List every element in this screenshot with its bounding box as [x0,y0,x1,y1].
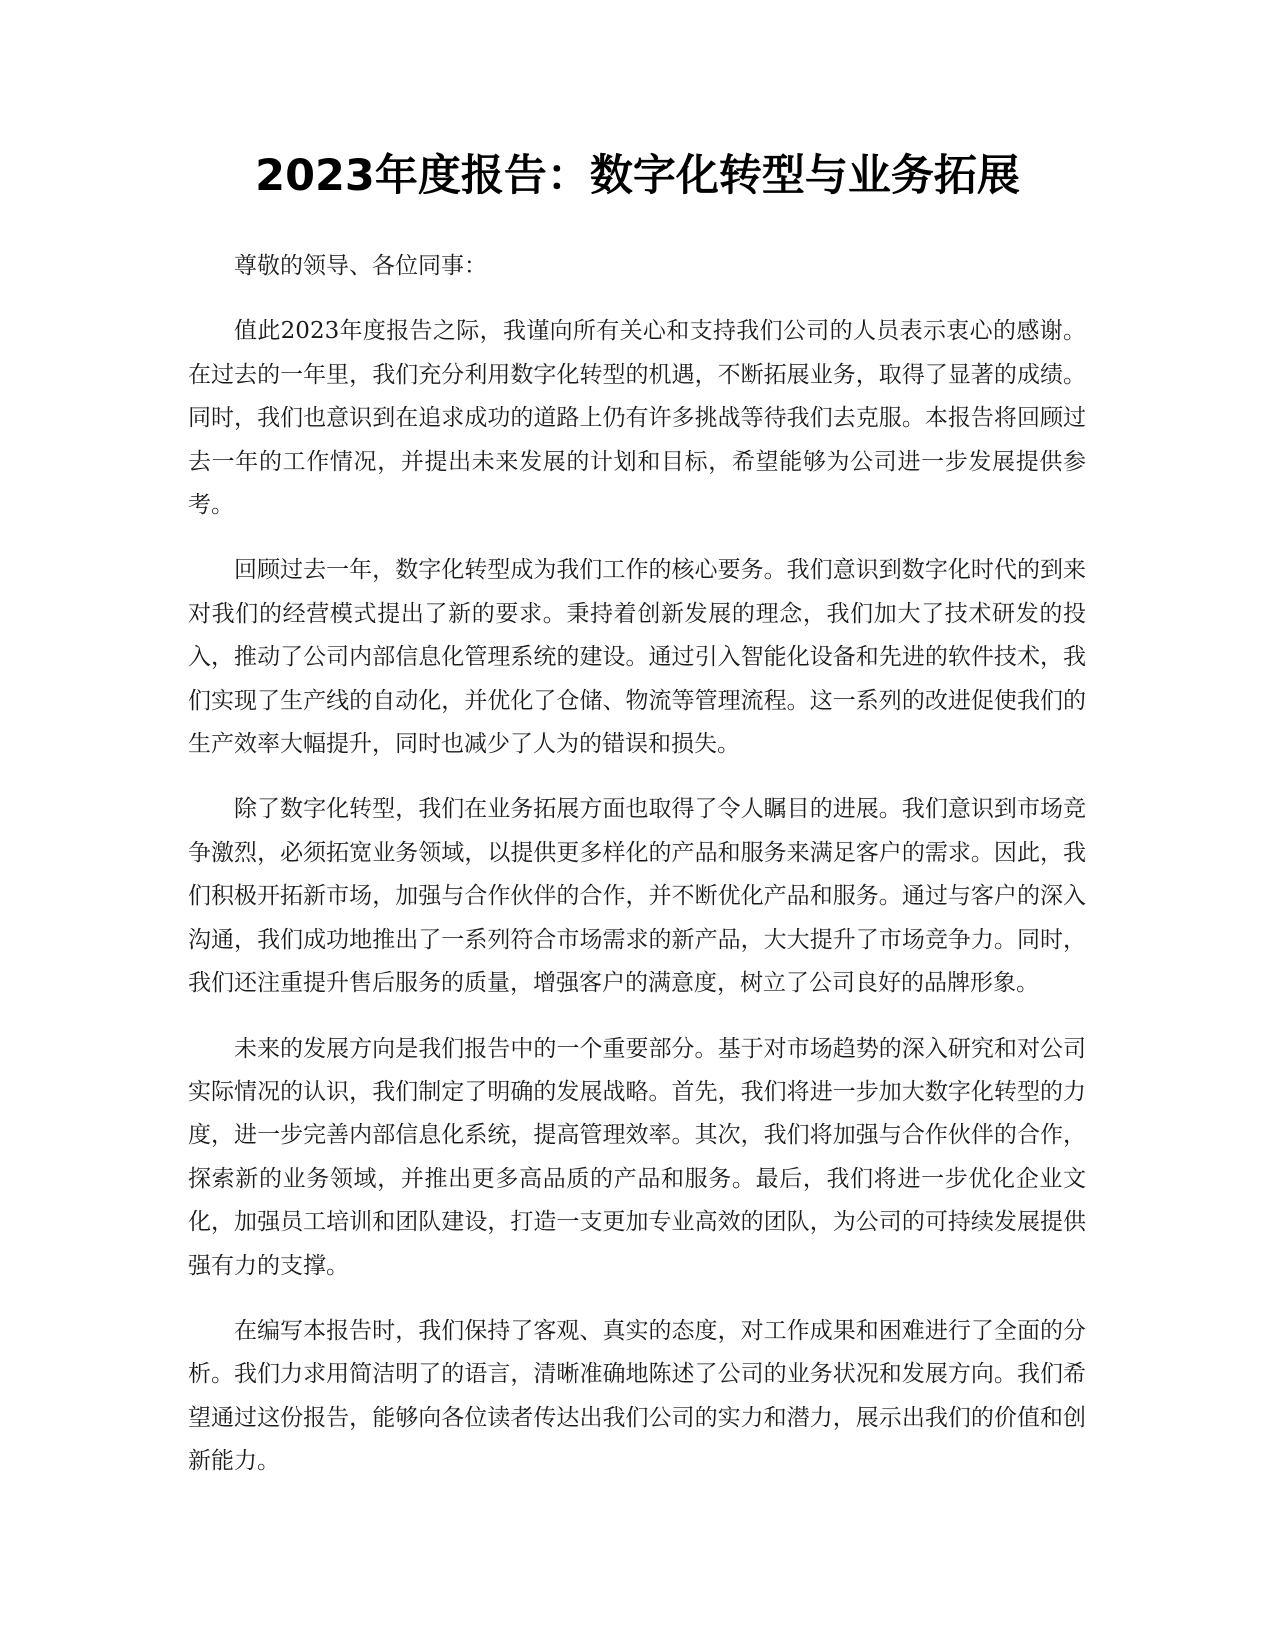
document-body [188,245,1086,1506]
paragraph-business-expansion: 除了数字化转型，我们在业务拓展方面也取得了令人瞩目的进展。我们意识到市场竞争激烈，必须拓宽业务领域，以提供更多样化的产品和服务来满足客户的需求。因此，我们积极开拓新市场，加强与合作伙伴的合作，并不断优化产品和服务。通过与客户的深入沟通，我们成功地推出了一系列符合市场需求的新产品，大大提升了市场竞争力。同时，我们还注重提升售后服务的质量，增强客户的满意度，树立了公司良好的品牌形象。 [188,796,1086,997]
paragraph-intro: 值此2023年度报告之际，我谨向所有关心和支持我们公司的人员表示衷心的感谢。在过去的一年里，我们充分利用数字化转型的机遇，不断拓展业务，取得了显著的成绩。同时，我们也意识到在追求成功的道路上仍有许多挑战等待我们去克服。本报告将回顾过去一年的工作情况，并提出未来发展的计划和目标，希望能够为公司进一步发展提供参考。 [188,318,1086,519]
paragraph-digital-transformation: 回顾过去一年，数字化转型成为我们工作的核心要务。我们意识到数字化时代的到来对我们的经营模式提出了新的要求。秉持着创新发展的理念，我们加大了技术研发的投入，推动了公司内部信息化管理系统的建设。通过引入智能化设备和先进的软件技术，我们实现了生产线的自动化，并优化了仓储、物流等管理流程。这一系列的改进促使我们的生产效率大幅提升，同时也减少了人为的错误和损失。 [188,557,1086,758]
salutation: 尊敬的领导、各位同事： [234,253,487,279]
paragraph-future-direction: 未来的发展方向是我们报告中的一个重要部分。基于对市场趋势的深入研究和对公司实际情况的认识，我们制定了明确的发展战略。首先，我们将进一步加大数字化转型的力度，进一步完善内部信息化系统，提高管理效率。其次，我们将加强与合作伙伴的合作，探索新的业务领域，并推出更多高品质的产品和服务。最后，我们将进一步优化企业文化，加强员工培训和团队建设，打造一支更加专业高效的团队，为公司的可持续发展提供强有力的支撑。 [188,1035,1086,1279]
document-title: 2023年度报告：数字化转型与业务拓展 [255,151,1020,201]
paragraph-conclusion: 在编写本报告时，我们保持了客观、真实的态度，对工作成果和困难进行了全面的分析。我们力求用简洁明了的语言，清晰准确地陈述了公司的业务状况和发展方向。我们希望通过这份报告，能够向各位读者传达出我们公司的实力和潜力，展示出我们的价值和创新能力。 [188,1317,1086,1475]
